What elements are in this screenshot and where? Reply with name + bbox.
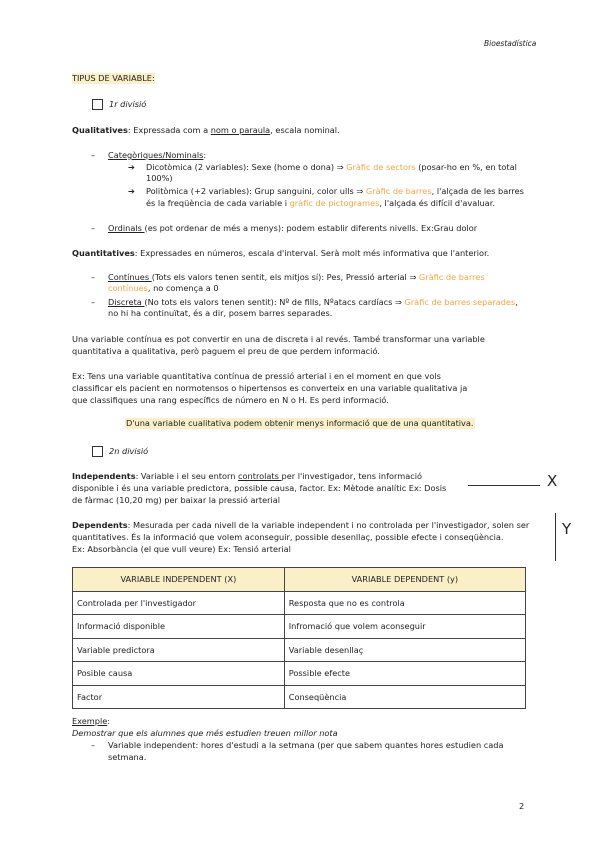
discrete-line-2: no hi ha continuïtat, és a dir, posem barres separades. — [108, 308, 333, 318]
handwritten-line-x — [468, 485, 540, 486]
independent-line-2: disponible i és una variable predictora, possible causa, factor. Ex: Mètode analític Ex: Dosis — [72, 483, 447, 493]
bullet-dash: – — [91, 740, 96, 750]
dichotomous-line-2: 100%) — [146, 173, 173, 183]
arrow-bullet-icon: ➔ — [128, 186, 135, 196]
dependent-line-3: Ex: Absorbància (el que vull veure) Ex: Tensió arterial — [72, 544, 291, 554]
example-independent-line-2: setmana. — [108, 752, 147, 762]
table-cell: Informació disponible — [73, 615, 285, 639]
highlighted-note: D'una variable cualitativa podem obtenir menys informació que de una quantitativa. — [126, 418, 474, 428]
paragraph-line: Una variable contínua es pot convertir en una de discreta i al revés. També transformar una variable — [72, 334, 485, 344]
bullet-dash: – — [91, 272, 96, 282]
table-cell: Resposta que no es controla — [284, 591, 525, 615]
bullet-dash: – — [91, 223, 96, 233]
ordinal-line: Ordinals (es pot ordenar de més a menys): podem establir diferents nivells. Ex:Grau dolor — [108, 223, 478, 233]
table-cell: Variable desenllaç — [284, 638, 525, 662]
example-line: Ex: Tens una variable quantitativa contínua de pressió arterial i en el moment en que vols — [72, 371, 441, 381]
dependent-line-2: quantitatives. És la informació que volem aconseguir, possible desenllaç, possible efecte i conseqüència. — [72, 532, 504, 542]
table-cell: Conseqüència — [284, 685, 525, 709]
table-header-cell: VARIABLE DEPENDENT (y) — [284, 568, 525, 592]
quantitative-definition: Quantitatives: Expressades en números, escala d'interval. Serà molt més informativa que l'anterior. — [72, 248, 490, 258]
independent-line-3: de fàrmac (10,20 mg) per baixar la pressió arterial — [72, 495, 281, 505]
qualitative-definition: Qualitatives: Expressada com a nom o paraula, escala nominal. — [72, 125, 340, 135]
table-header-row — [73, 568, 526, 592]
example-line: que classifiques una rang específics de número en N o H. Es perd informació. — [72, 395, 389, 405]
continuous-line: Contínues (Tots els valors tenen sentit, els mitjos sí): Pes, Pressió arterial ⇒ Gràfic de barres — [108, 272, 485, 282]
table-row — [73, 638, 526, 662]
bullet-dash: – — [91, 297, 96, 307]
table-cell: Infromació que volem aconseguir — [284, 615, 525, 639]
table-row — [73, 685, 526, 709]
table-cell: Factor — [73, 685, 285, 709]
dichotomous-line: Dicotòmica (2 variables): Sexe (home o dona) ⇒ Gràfic de sectors (posar-ho en %, en total — [146, 162, 517, 172]
division-2-checkbox[interactable] — [92, 446, 103, 457]
section-title: TIPUS DE VARIABLE: — [72, 73, 155, 83]
table-header-cell: VARIABLE INDEPENDENT (X) — [73, 568, 285, 592]
table-row — [73, 591, 526, 615]
table-cell: Controlada per l'investigador — [73, 591, 285, 615]
table-row — [73, 615, 526, 639]
handwritten-line-y — [555, 513, 556, 561]
example-line: classificar els pacient en normotensos o hipertensos es converteix en una variable qualitativa ja — [72, 383, 468, 393]
division-1-label: 1r divisió — [109, 99, 147, 109]
categorical-heading: Categòriques/Nominals: — [108, 150, 207, 160]
bullet-dash: – — [91, 150, 96, 160]
polytomous-line-2: és la freqüència de cada variable i gràfic de pictogrames, l'alçada és difícil d'avaluar. — [146, 198, 495, 208]
qualitative-term: Qualitatives — [72, 125, 128, 135]
table-cell: Posible causa — [73, 662, 285, 686]
polytomous-line: Politòmica (+2 variables): Grup sanguini, color ulls ⇒ Gràfic de barres, l'alçada de les barres — [146, 186, 524, 196]
table-cell: Variable predictora — [73, 638, 285, 662]
dependent-definition: Dependents: Mesurada per cada nivell de la variable independent i no controlada per l'investigador, solen ser — [72, 520, 530, 530]
independent-definition: Independents: Variable i el seu entorn controlats per l'investigador, tens informació — [72, 471, 422, 481]
variables-table — [72, 567, 526, 709]
table-row — [73, 662, 526, 686]
division-2-label: 2n divisió — [109, 446, 149, 456]
example-heading: Exemple: — [72, 716, 111, 726]
discrete-line: Discreta (No tots els valors tenen sentit): Nº de fills, Nºatacs cardíacs ⇒ Gràfic de barres separades, — [108, 297, 518, 307]
handwritten-x-label: X — [547, 472, 558, 490]
example-independent-line: Variable independent: hores d'estudi a la setmana (per que sabem quantes hores estudien cada — [108, 740, 504, 750]
table-cell: Possible efecte — [284, 662, 525, 686]
division-1-checkbox[interactable] — [92, 99, 103, 110]
running-header: Bioestadística — [484, 39, 537, 48]
paragraph-line: quantitativa a qualitativa, però paguem el preu de que perdem informació. — [72, 346, 380, 356]
example-statement: Demostrar que els alumnes que més estudien treuen millor nota — [72, 728, 338, 738]
continuous-line-2: contínues, no comença a 0 — [108, 283, 219, 293]
page-number: 2 — [519, 801, 525, 811]
arrow-bullet-icon: ➔ — [128, 162, 135, 172]
handwritten-y-label: Y — [562, 520, 572, 538]
